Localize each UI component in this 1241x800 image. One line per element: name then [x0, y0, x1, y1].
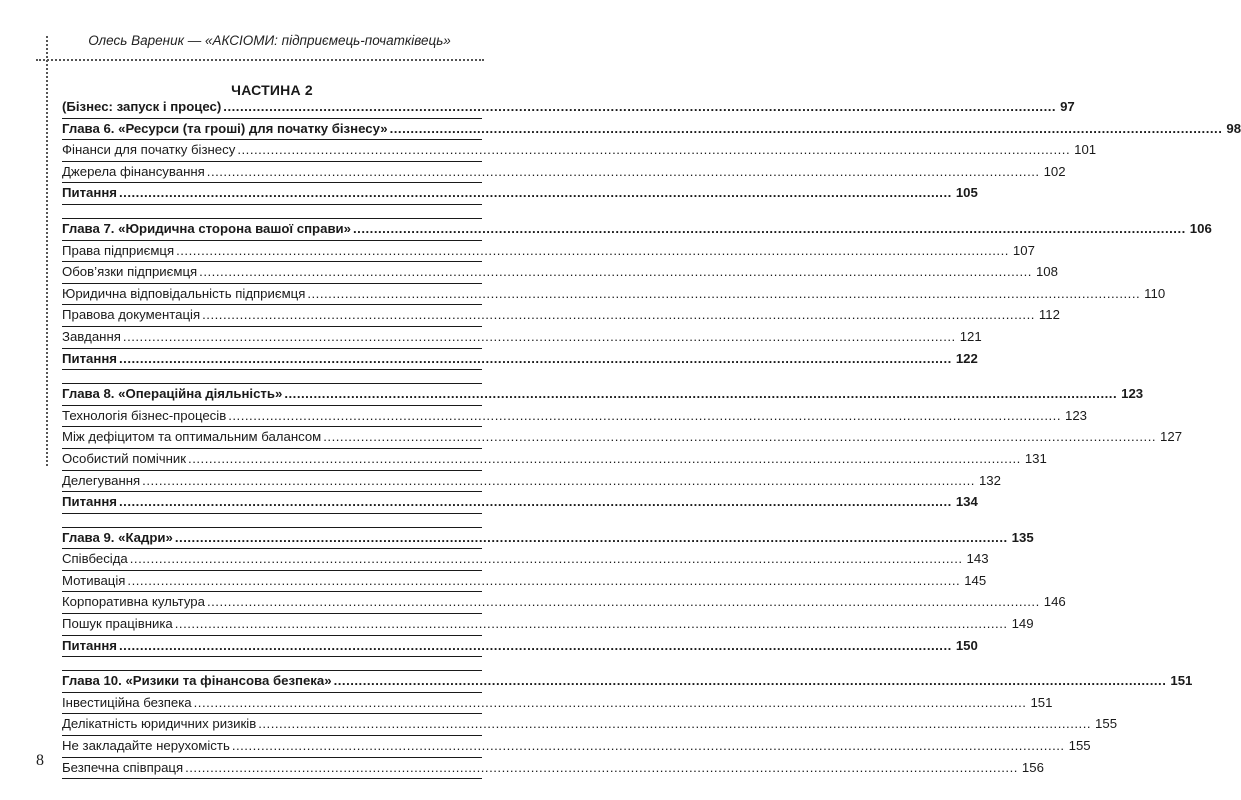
toc-entry-title: Права підприємця	[62, 242, 175, 258]
toc-entry-page: 156	[1021, 759, 1044, 775]
toc-entry-page: 105	[955, 185, 978, 201]
toc-entry-title: Питання	[62, 494, 118, 510]
toc-entry-page: 122	[955, 350, 978, 366]
toc-entry-title: Пошук працівника	[62, 616, 173, 632]
toc-entry-title: (Бізнес: запуск і процес)	[62, 99, 222, 114]
toc-entry	[62, 471, 1001, 493]
toc-entry-title: Питання	[62, 185, 118, 201]
dot-leader: ........................................................................................................................................................................................................	[174, 529, 1008, 545]
toc-entry-title: Завдання	[62, 328, 121, 344]
toc-entry-page: 150	[955, 637, 978, 653]
dot-leader: ........................................................................................................................................................................................................	[353, 220, 1186, 236]
toc-entry-title: Не закладайте нерухомість	[62, 738, 230, 754]
dot-leader: ........................................................................................................................................................................................................	[389, 120, 1223, 136]
toc-entry	[62, 406, 1088, 428]
toc-entry	[62, 162, 1066, 184]
toc-entry	[62, 119, 1241, 141]
toc-entry	[62, 183, 978, 205]
toc-entry	[62, 670, 1193, 693]
toc-entry	[62, 349, 978, 371]
toc-entry-title: Особистий помічник	[62, 450, 187, 466]
dot-leader: ........................................................................................................................................................................................................	[119, 494, 952, 510]
toc-entry-page: 149	[1011, 616, 1034, 632]
dot-leader: ........................................................................................................................................................................................................	[333, 673, 1167, 689]
dotted-rule-vertical	[46, 36, 48, 466]
page-number: 8	[36, 752, 44, 769]
running-head: Олесь Вареник — «АКСІОМИ: підприємець-початківець»	[88, 33, 451, 48]
toc-entry	[62, 492, 978, 514]
toc-entry-title: Юридична відповідальність підприємця	[62, 285, 306, 301]
dot-leader: ........................................................................................................................................................................................................	[119, 350, 952, 366]
toc-entry-title: Глава 7. «Юридична сторона вашої справи»	[62, 220, 351, 236]
toc-entry	[62, 449, 1047, 471]
toc-entry	[62, 758, 1044, 780]
toc-entry-page: 145	[964, 572, 987, 588]
dot-leader: ........................................................................................................................................................................................................	[206, 163, 1040, 179]
dotted-rule-horizontal	[36, 59, 484, 61]
toc-entry-title: Глава 8. «Операційна діяльність»	[62, 386, 283, 402]
toc-entry-title: Глава 10. «Ризики та фінансова безпека»	[62, 673, 332, 689]
toc-entry-title: Питання	[62, 350, 118, 366]
dot-leader: ........................................................................................................................................................................................................	[323, 429, 1157, 445]
dot-leader: ........................................................................................................................................................................................................	[307, 285, 1141, 301]
toc-entry	[62, 571, 987, 593]
toc-entry-title: Глава 6. «Ресурси (та гроші) для початку бізнесу»	[62, 120, 388, 136]
toc-entry-page: 108	[1035, 264, 1058, 280]
toc-entry-page: 98	[1226, 120, 1241, 136]
toc-entry-title: Фінанси для початку бізнесу	[62, 142, 236, 158]
toc-entry-title: Інвестиційна безпека	[62, 694, 192, 710]
toc-entry-title: Між дефіцитом та оптимальним балансом	[62, 429, 322, 445]
toc-entry-page: 123	[1065, 407, 1088, 423]
dot-leader: ........................................................................................................................................................................................................	[185, 759, 1018, 775]
toc-entry-page: 143	[966, 551, 989, 567]
toc-entry	[62, 714, 1118, 736]
dot-leader: ........................................................................................................................................................................................................	[202, 307, 1035, 323]
toc-entry-title: Корпоративна культура	[62, 594, 205, 610]
toc-entry-title: Глава 9. «Кадри»	[62, 529, 173, 545]
toc-entry-title: Джерела фінансування	[62, 163, 205, 179]
toc-entry	[62, 383, 1144, 406]
toc-entry	[62, 140, 1097, 162]
toc-entry-page: 127	[1160, 429, 1183, 445]
dot-leader: ........................................................................................................................................................................................................	[284, 386, 1118, 402]
toc-entry-title: Мотивація	[62, 572, 126, 588]
dot-leader: ........................................................................................................................................................................................................	[129, 551, 963, 567]
toc-entry	[62, 427, 1183, 449]
toc-entry-page: 155	[1068, 738, 1091, 754]
dot-leader: ........................................................................................................................................................................................................	[228, 407, 1062, 423]
toc-entry	[62, 241, 1035, 263]
toc-entry-page: 155	[1095, 716, 1118, 732]
toc-entry-page: 151	[1170, 673, 1193, 689]
toc-entry	[62, 527, 1034, 550]
toc-entry-page: 110	[1144, 285, 1166, 301]
toc-entry	[62, 693, 1053, 715]
toc-entry	[62, 284, 1166, 306]
dot-leader: ........................................................................................................................................................................................................	[206, 594, 1040, 610]
toc-entry-page: 102	[1043, 163, 1066, 179]
toc-entry-page: 97	[1060, 99, 1075, 114]
toc-entry-title: Правова документація	[62, 307, 201, 323]
toc-entry-page: 112	[1038, 307, 1060, 323]
dot-leader: ........................................................................................................................................................................................................	[258, 716, 1092, 732]
toc-entry	[62, 736, 1091, 758]
toc-entry	[62, 549, 989, 571]
toc-entry-page: 132	[978, 472, 1001, 488]
dot-leader: ........................................................................................................................................................................................................	[237, 142, 1071, 158]
toc-entry	[62, 305, 1060, 327]
toc-entry-title: Безпечна співпраця	[62, 759, 184, 775]
dot-leader: ........................................................................................................................................................................................................	[119, 185, 952, 201]
toc-entry	[62, 614, 1034, 636]
toc-entry-title: Делікатність юридичних ризиків	[62, 716, 257, 732]
toc-entry	[62, 636, 978, 658]
dot-leader: ........................................................................................................................................................................................................	[231, 738, 1065, 754]
toc-entry-page: 107	[1012, 242, 1035, 258]
toc-entry-page: 123	[1121, 386, 1144, 402]
toc-entry-title: Питання	[62, 637, 118, 653]
dot-leader: ........................................................................................................................................................................................................	[142, 472, 975, 488]
toc-entry	[62, 592, 1066, 614]
toc-entry	[62, 97, 1075, 119]
dot-leader: ........................................................................................................................................................................................................	[188, 450, 1021, 466]
toc-entry-page: 151	[1030, 694, 1053, 710]
toc-entry-page: 101	[1074, 142, 1097, 158]
toc-entry-page: 131	[1024, 450, 1047, 466]
toc-entry-page: 106	[1189, 220, 1212, 236]
toc-entry-page: 146	[1043, 594, 1066, 610]
toc-entry-page: 135	[1011, 529, 1034, 545]
dot-leader: ........................................................................................................................................................................................................	[199, 264, 1032, 280]
table-of-contents	[62, 97, 1241, 779]
toc-entry-title: Співбесіда	[62, 551, 128, 567]
toc-entry	[62, 327, 982, 349]
toc-entry-page: 121	[959, 328, 982, 344]
toc-entry-title: Технологія бізнес-процесів	[62, 407, 227, 423]
dot-leader: ........................................................................................................................................................................................................	[223, 99, 1057, 114]
part-title: ЧАСТИНА 2	[231, 82, 313, 98]
dot-leader: ........................................................................................................................................................................................................	[119, 637, 952, 653]
toc-entry-title: Обов’язки підприємця	[62, 264, 198, 280]
toc-entry	[62, 262, 1058, 284]
dot-leader: ........................................................................................................................................................................................................	[176, 242, 1009, 258]
dot-leader: ........................................................................................................................................................................................................	[193, 694, 1027, 710]
toc-entry	[62, 218, 1212, 241]
dot-leader: ........................................................................................................................................................................................................	[122, 328, 956, 344]
dot-leader: ........................................................................................................................................................................................................	[127, 572, 961, 588]
dot-leader: ........................................................................................................................................................................................................	[174, 616, 1008, 632]
toc-entry-page: 134	[955, 494, 978, 510]
toc-entry-title: Делегування	[62, 472, 141, 488]
